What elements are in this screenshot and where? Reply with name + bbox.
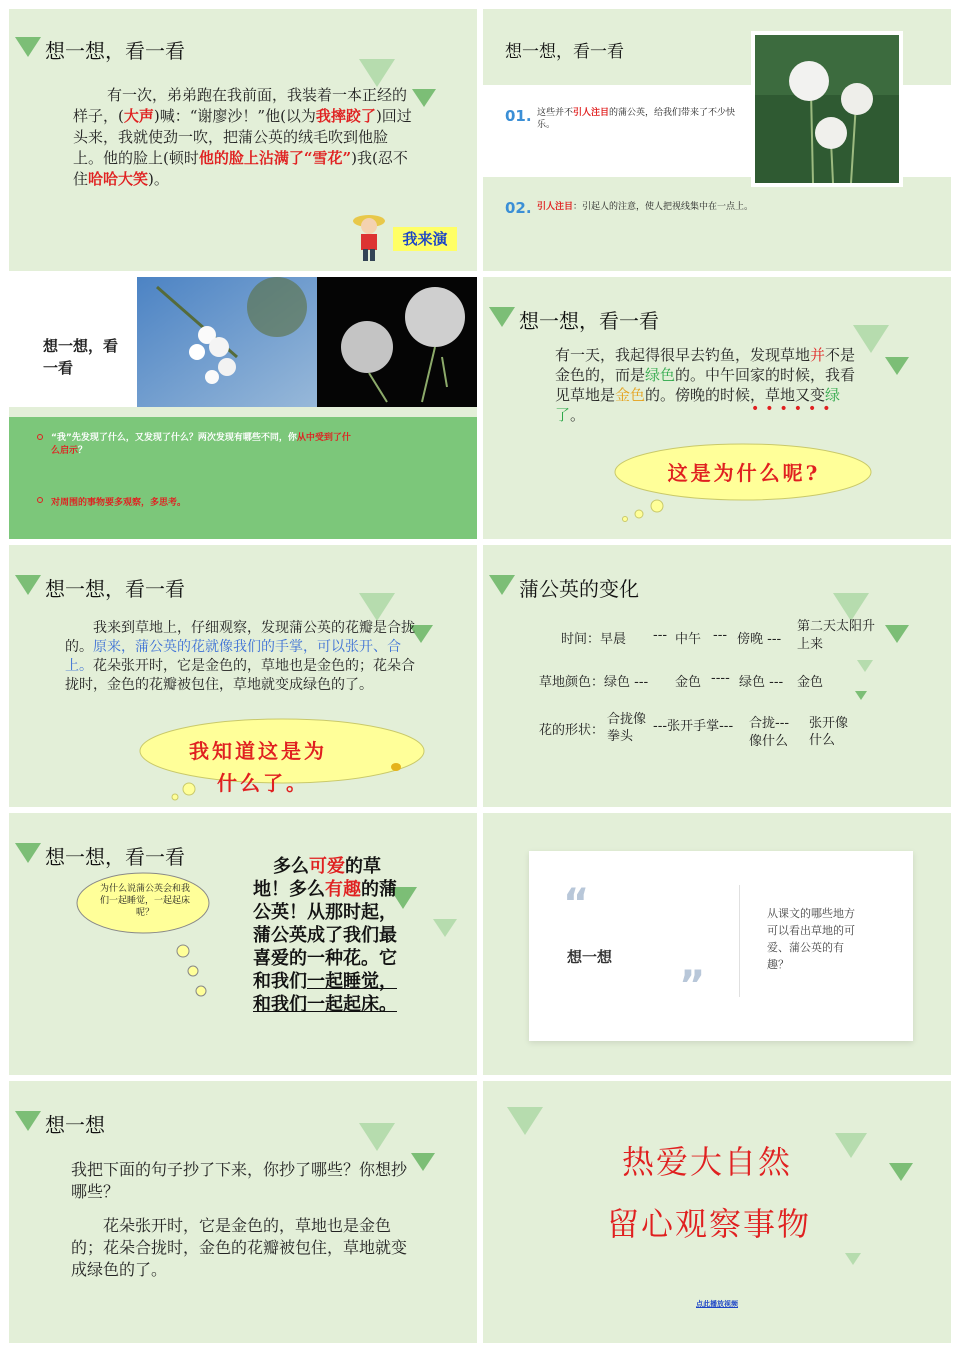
row-time-label: 时间：早晨 [561, 632, 627, 647]
change-table [483, 545, 951, 807]
prompt-text: 我把下面的句子抄了下来，你抄了哪些？你想抄哪些？ [71, 1160, 408, 1201]
triangle-icon [359, 1123, 395, 1151]
slide-3 [9, 277, 477, 539]
story-paragraph: 有一天，我起得很早去钓鱼，发现草地并不是金色的，而是绿色的。中午回家的时候，我看见草地是金色的。傍晚的时候，草地又变绿了。 [555, 346, 856, 424]
dandelion-black-photo [317, 277, 477, 407]
flower-photo [137, 277, 317, 407]
slide-title: 想一想，看一看 [45, 39, 185, 63]
cloud-text-line-2: 什么了。 [217, 771, 309, 795]
row-color-label: 草地颜色：绿色 --- [539, 675, 649, 690]
story-paragraph: 有一次，弟弟跑在我前面，我装着一本正经的样子，(大声)喊：“谢廖沙！”他(以为我摔跤了)回过头来，我就使劲一吹，把蒲公英的绒毛吹到他脸上。他的脸上(顿时他的脸上沾满了“雪花”)我(忍不住哈哈大笑)。 [73, 86, 412, 188]
slide-title: 蒲公英的变化 [519, 577, 639, 601]
item-2-number: 02. [505, 199, 532, 217]
child-cartoon-icon [349, 209, 389, 265]
slide-9 [9, 1081, 477, 1343]
item-1-text: 这些并不引人注目的蒲公英，给我们带来了不少快乐。 [537, 108, 736, 130]
bullet-icon [37, 434, 43, 440]
item-2-text: 引人注目：引起人的注意，使人把视线集中在一点上。 [537, 202, 754, 212]
row-color-green: 绿色 --- [739, 675, 784, 690]
open-quote-icon: “ [563, 881, 590, 927]
triangle-icon [15, 1111, 41, 1131]
slide-title: 想一想，看一看 [43, 337, 119, 377]
question-text: “我”先发现了什么，又发现了什么？两次发现有哪些不同，你从中受到了什么启示？ [51, 433, 351, 456]
slide-title: 想一想，看一看 [519, 309, 659, 333]
slide-4 [483, 277, 951, 539]
row-shape-palm: ---张开手掌--- [653, 719, 734, 734]
triangle-icon [15, 575, 41, 595]
slide-title: 想一想，看一看 [45, 845, 185, 869]
slide-8 [483, 813, 951, 1075]
slide-title: 想一想，看一看 [505, 42, 624, 62]
slide-1 [9, 9, 477, 271]
triangle-icon [15, 37, 41, 57]
slide-title: 想一想，看一看 [45, 577, 185, 601]
emphasis-dots: •••••• [751, 401, 837, 417]
dandelion-photo [751, 31, 903, 187]
row-shape-open: 张开像什么 [809, 716, 849, 748]
motto-line-1: 热爱大自然 [621, 1143, 792, 1181]
row-time-noon: 中午 [675, 632, 702, 647]
row-time-evening: 傍晚 --- [737, 632, 782, 647]
item-1-number: 01. [505, 107, 532, 125]
row-color-gold: 金色 [675, 675, 702, 690]
answer-text: 对周围的事物要多观察，多思考。 [51, 498, 187, 508]
motto-line-2: 留心观察事物 [606, 1205, 811, 1243]
row-time-sep: --- [713, 628, 728, 643]
cloud-text: 这是为什么呢? [667, 461, 821, 485]
triangle-icon [845, 1253, 861, 1265]
slide-5 [9, 545, 477, 807]
row-time-sep: --- [653, 628, 668, 643]
close-quote-icon: ” [679, 963, 706, 1009]
triangle-icon [433, 919, 457, 937]
play-video-link[interactable]: 点此播放视频 [696, 1300, 738, 1308]
triangle-icon [359, 593, 395, 621]
cloud-text-line-1: 我知道这是为 [189, 739, 327, 763]
cloud-question: 为什么说蒲公英会和我们一起睡觉，一起起床呢？ [99, 884, 190, 918]
card-question: 从课文的哪些地方可以看出草地的可爱、蒲公英的有趣？ [767, 907, 855, 971]
divider [739, 885, 740, 997]
triangle-icon [885, 357, 909, 375]
row-shape-label: 花的形状： [539, 723, 605, 738]
triangle-icon [15, 843, 41, 863]
triangle-icon [359, 59, 395, 87]
slide-10 [483, 1081, 951, 1343]
slide-2 [483, 9, 951, 271]
row-shape-fist: 合拢像拳头 [607, 712, 647, 744]
triangle-icon [412, 89, 436, 107]
triangle-icon [507, 1107, 543, 1135]
story-paragraph: 我来到草地上，仔细观察，发现蒲公英的花瓣是合拢的。原来，蒲公英的花就像我们的手掌，可以张开、合上。花朵张开时，它是金色的，草地也是金色的；花朵合拢时，金色的花瓣被包住，草地就变成绿色的了。 [65, 620, 415, 693]
bee-icon [391, 763, 401, 771]
quote-paragraph: 多么可爱的草地！多么有趣的蒲公英！从那时起，蒲公英成了我们最喜爱的一种花。它和我们一起睡觉，和我们一起起床。 [253, 856, 397, 1015]
bullet-icon [37, 497, 43, 503]
act-badge[interactable]: 我来演 [393, 227, 457, 251]
slide-7 [9, 813, 477, 1075]
row-time-nextday: 第二天太阳升上来 [797, 619, 876, 652]
row-shape-close: 合拢---像什么 [749, 716, 790, 749]
sentence-text: 花朵张开时，它是金色的，草地也是金色的；花朵合拢时，金色的花瓣被包住，草地就变成绿色的了。 [71, 1216, 408, 1279]
triangle-icon [489, 307, 515, 327]
slide-6 [483, 545, 951, 807]
row-color-gold-2: 金色 [797, 675, 824, 690]
card-label: 想一想 [567, 948, 613, 966]
row-color-sep: ---- [711, 671, 730, 686]
slide-title: 想一想 [45, 1113, 105, 1137]
